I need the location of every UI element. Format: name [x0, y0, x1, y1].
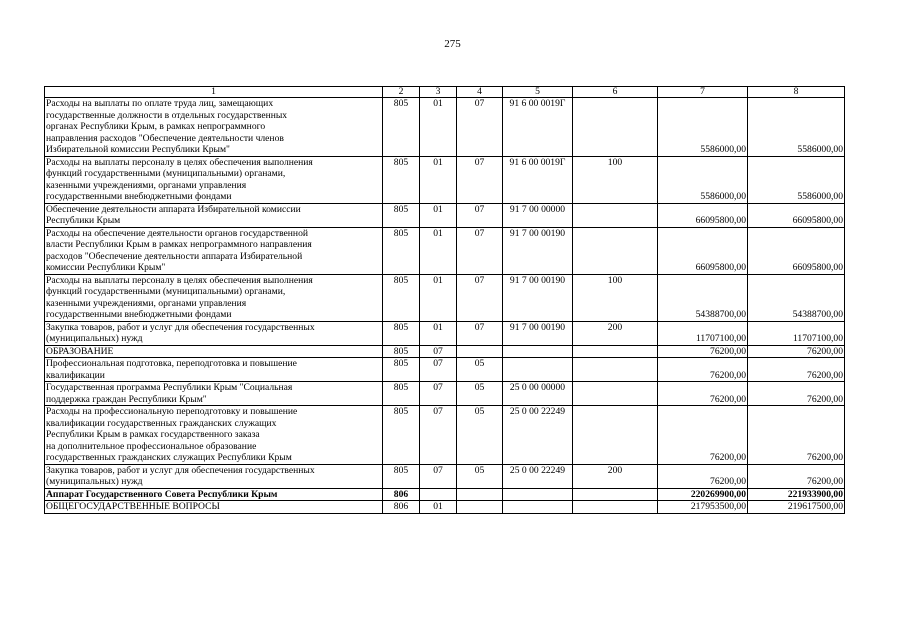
row-description — [45, 345, 383, 358]
description-line: государственных гражданских служащих Республики Крым — [46, 452, 292, 463]
row-description — [45, 358, 383, 382]
department-code: 806 — [383, 501, 420, 514]
amount-year-2: 76200,00 — [748, 406, 845, 465]
description-line: государственными внебюджетными фондами — [46, 309, 232, 320]
description-line: органах Республики Крым, в рамках непрограммного — [46, 121, 266, 132]
expense-type-code — [573, 501, 658, 514]
column-header: 1 — [45, 87, 383, 98]
section-code: 01 — [420, 274, 457, 321]
row-description — [45, 203, 383, 227]
target-article-code: 91 7 00 00190 — [503, 321, 573, 345]
amount-year-2: 76200,00 — [748, 345, 845, 358]
target-article-code: 25 0 00 22249 — [503, 406, 573, 465]
table-row — [45, 464, 845, 488]
column-header: 3 — [420, 87, 457, 98]
column-header: 4 — [457, 87, 503, 98]
target-article-code — [503, 488, 573, 501]
expense-type-code: 200 — [573, 321, 658, 345]
description-line: государственными внебюджетными фондами — [46, 191, 232, 202]
description-line: квалификации — [46, 369, 105, 381]
target-article-code: 91 7 00 00190 — [503, 274, 573, 321]
target-article-code: 91 6 00 0019Г — [503, 156, 573, 203]
description-line: функций государственными (муниципальными) органами, — [46, 168, 286, 179]
description-line: Расходы на выплаты персоналу в целях обеспечения выполнения — [46, 274, 313, 286]
description-line: комиссии Республики Крым" — [46, 262, 166, 273]
department-code: 805 — [383, 464, 420, 488]
page-number: 275 — [444, 38, 461, 50]
subsection-code: 05 — [457, 358, 503, 382]
subsection-code — [457, 488, 503, 501]
description-line: Обеспечение деятельности аппарата Избирательной комиссии — [46, 203, 301, 215]
row-description — [45, 98, 383, 157]
amount-year-1: 11707100,00 — [658, 321, 748, 345]
expense-type-code — [573, 382, 658, 406]
row-description — [45, 501, 383, 514]
amount-year-2: 76200,00 — [748, 464, 845, 488]
table-row — [45, 227, 845, 274]
amount-year-1: 66095800,00 — [658, 203, 748, 227]
description-line: Закупка товаров, работ и услуг для обеспечения государственных — [46, 464, 315, 476]
expense-type-code — [573, 358, 658, 382]
description-line: функций государственными (муниципальными) органами, — [46, 286, 286, 297]
department-code: 805 — [383, 406, 420, 465]
subsection-code: 05 — [457, 464, 503, 488]
amount-year-2: 11707100,00 — [748, 321, 845, 345]
amount-year-1: 217953500,00 — [658, 501, 748, 514]
amount-year-1: 76200,00 — [658, 358, 748, 382]
column-header: 2 — [383, 87, 420, 98]
column-header: 6 — [573, 87, 658, 98]
department-code: 805 — [383, 98, 420, 157]
target-article-code: 91 7 00 00000 — [503, 203, 573, 227]
row-description — [45, 406, 383, 465]
row-description — [45, 321, 383, 345]
target-article-code: 25 0 00 00000 — [503, 382, 573, 406]
row-description — [45, 156, 383, 203]
row-description — [45, 227, 383, 274]
description-line: государственные должности в отдельных государственных — [46, 109, 288, 121]
department-code: 805 — [383, 274, 420, 321]
subsection-code — [457, 345, 503, 358]
section-code: 07 — [420, 345, 457, 358]
table-row — [45, 358, 845, 382]
target-article-code — [503, 358, 573, 382]
section-code: 01 — [420, 321, 457, 345]
column-header: 8 — [748, 87, 845, 98]
section-code: 07 — [420, 382, 457, 406]
target-article-code: 91 6 00 0019Г — [503, 98, 573, 157]
description-line: Расходы на выплаты персоналу в целях обеспечения выполнения — [46, 156, 313, 168]
description-line: Расходы на обеспечение деятельности органов государственной — [46, 227, 309, 239]
description-line: Государственная программа Республики Крым "Социальная — [46, 382, 293, 393]
description-line: Расходы на профессиональную переподготовку и повышение — [46, 406, 298, 417]
description-line: квалификации государственных гражданских служащих — [46, 417, 277, 429]
table-row — [45, 488, 845, 501]
department-code: 805 — [383, 203, 420, 227]
expense-type-code — [573, 345, 658, 358]
amount-year-1: 66095800,00 — [658, 227, 748, 274]
subsection-code — [457, 501, 503, 514]
column-header: 5 — [503, 87, 573, 98]
row-description — [45, 488, 383, 501]
table-row — [45, 501, 845, 514]
description-line: Профессиональная подготовка, переподготовка и повышение — [46, 358, 297, 369]
target-article-code: 91 7 00 00190 — [503, 227, 573, 274]
amount-year-2: 66095800,00 — [748, 227, 845, 274]
table-row — [45, 321, 845, 345]
description-line: (муниципальных) нужд — [46, 476, 143, 487]
expense-type-code: 100 — [573, 156, 658, 203]
amount-year-1: 5586000,00 — [658, 98, 748, 157]
subsection-code: 07 — [457, 227, 503, 274]
description-line: расходов "Обеспечение деятельности аппарата Избирательной — [46, 250, 303, 262]
column-header: 7 — [658, 87, 748, 98]
amount-year-2: 54388700,00 — [748, 274, 845, 321]
department-code: 805 — [383, 321, 420, 345]
amount-year-1: 5586000,00 — [658, 156, 748, 203]
table-row — [45, 345, 845, 358]
amount-year-2: 66095800,00 — [748, 203, 845, 227]
table-row — [45, 274, 845, 321]
amount-year-2: 219617500,00 — [748, 501, 845, 514]
section-code: 07 — [420, 406, 457, 465]
amount-year-1: 76200,00 — [658, 382, 748, 406]
section-code: 01 — [420, 98, 457, 157]
department-code: 805 — [383, 358, 420, 382]
section-code: 01 — [420, 501, 457, 514]
subsection-code: 07 — [457, 203, 503, 227]
table-header-row — [45, 87, 845, 98]
description-line: направления расходов "Обеспечение деятельности членов — [46, 132, 284, 144]
amount-year-1: 220269900,00 — [658, 488, 748, 501]
department-code: 805 — [383, 382, 420, 406]
section-code: 07 — [420, 358, 457, 382]
description-line: казенными учреждениями, органами управления — [46, 297, 247, 309]
description-line: ОБЩЕГОСУДАРСТВЕННЫЕ ВОПРОСЫ — [46, 501, 220, 512]
expense-type-code — [573, 488, 658, 501]
description-line: казенными учреждениями, органами управления — [46, 179, 247, 191]
expense-type-code: 200 — [573, 464, 658, 488]
section-code: 01 — [420, 203, 457, 227]
table-row — [45, 382, 845, 406]
description-line: Избирательной комиссии Республики Крым" — [46, 144, 230, 155]
description-line: на дополнительное профессиональное образование — [46, 440, 257, 452]
description-line: поддержка граждан Республики Крым" — [46, 393, 207, 405]
table-row — [45, 406, 845, 465]
section-code: 07 — [420, 464, 457, 488]
expense-type-code — [573, 227, 658, 274]
amount-year-1: 76200,00 — [658, 464, 748, 488]
budget-table — [44, 86, 845, 514]
description-line: Республики Крым в рамках государственного заказа — [46, 429, 260, 440]
amount-year-1: 76200,00 — [658, 345, 748, 358]
department-code: 805 — [383, 345, 420, 358]
target-article-code — [503, 345, 573, 358]
description-line: Аппарат Государственного Совета Республики Крым — [46, 488, 278, 500]
description-line: Республики Крым — [46, 215, 121, 226]
description-line: (муниципальных) нужд — [46, 333, 143, 344]
section-code: 01 — [420, 156, 457, 203]
subsection-code: 07 — [457, 98, 503, 157]
section-code: 01 — [420, 227, 457, 274]
expense-type-code — [573, 406, 658, 465]
target-article-code: 25 0 00 22249 — [503, 464, 573, 488]
amount-year-2: 5586000,00 — [748, 98, 845, 157]
row-description — [45, 464, 383, 488]
subsection-code: 07 — [457, 321, 503, 345]
expense-type-code: 100 — [573, 274, 658, 321]
description-line: власти Республики Крым в рамках непрограммного направления — [46, 239, 312, 250]
description-line: Закупка товаров, работ и услуг для обеспечения государственных — [46, 321, 315, 333]
subsection-code: 05 — [457, 382, 503, 406]
department-code: 806 — [383, 488, 420, 501]
target-article-code — [503, 501, 573, 514]
department-code: 805 — [383, 156, 420, 203]
expense-type-code — [573, 98, 658, 157]
amount-year-1: 54388700,00 — [658, 274, 748, 321]
amount-year-2: 5586000,00 — [748, 156, 845, 203]
subsection-code: 07 — [457, 156, 503, 203]
table-row — [45, 98, 845, 157]
row-description — [45, 382, 383, 406]
section-code — [420, 488, 457, 501]
amount-year-1: 76200,00 — [658, 406, 748, 465]
description-line: Расходы на выплаты по оплате труда лиц, замещающих — [46, 98, 274, 109]
description-line: ОБРАЗОВАНИЕ — [46, 345, 114, 357]
expense-type-code — [573, 203, 658, 227]
department-code: 805 — [383, 227, 420, 274]
amount-year-2: 221933900,00 — [748, 488, 845, 501]
table-row — [45, 203, 845, 227]
subsection-code: 07 — [457, 274, 503, 321]
amount-year-2: 76200,00 — [748, 358, 845, 382]
subsection-code: 05 — [457, 406, 503, 465]
row-description — [45, 274, 383, 321]
table-row — [45, 156, 845, 203]
amount-year-2: 76200,00 — [748, 382, 845, 406]
